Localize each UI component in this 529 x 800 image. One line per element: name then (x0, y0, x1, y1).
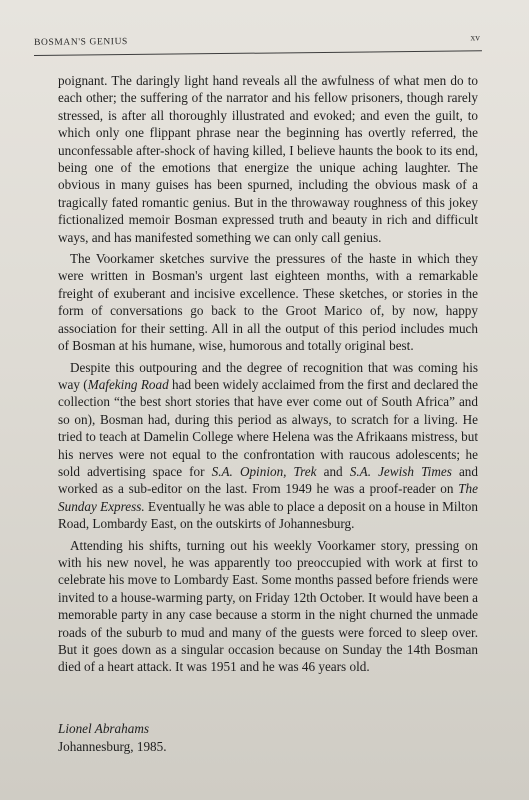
italic-title: S.A. Opinion, Trek (211, 463, 317, 479)
text-run: and (316, 463, 350, 479)
author-name: Lionel Abrahams (58, 721, 149, 736)
body-text (58, 72, 478, 680)
text-run: Eventually he was able to place a deposit on a house in Milton Road, Lombardy East, on the outskirts of Johannesburg. (58, 498, 478, 532)
signature-block (58, 720, 478, 756)
text-run: and worked as a sub-editor on the last. From 1949 he was a proof-reader on (58, 463, 478, 497)
text-run: Attending his shifts, turning out his weekly Voorkamer story, pressing on with his new novel, he was apparently too preoccupied with work at first to celebrate his move to Lombardy East. Some months passed before friends were invited to a house-warming party, on Friday 12th October. It would have been a memorable party in any case because a storm in the night churned the unmade roads of the suburb to mud and many of the guests were forced to sleep over. But it goes down as a singular occasion because on Sunday the 14th Bosman died of a heart attack. It was 1951 and he was 46 years old. (58, 537, 478, 675)
italic-title: S.A. Jewish Times (349, 463, 452, 479)
place-date: Johannesburg, 1985. (58, 739, 167, 754)
text-run: Despite this outpouring and the degree of recognition that was coming his way ( (58, 359, 478, 392)
italic-title: Mafeking Road (87, 376, 169, 392)
page-number: xv (470, 33, 481, 44)
paragraph (58, 250, 478, 354)
paragraph (58, 72, 478, 246)
running-head: BOSMAN'S GENIUS (34, 37, 128, 48)
text-run: The Voorkamer sketches survive the pressures of the haste in which they were written in Bosman's urgent last eighteen months, with a remarkable freight of exuberant and incisive excellence. These sketches, or stories in the form of conversations go back to the Groot Marico of, by now, happy association for their setting. All in all the output of this period includes much of Bosman at his humane, wise, humorous and totally original best. (58, 251, 478, 354)
text-run: had been widely acclaimed from the first and declared the collection “the best short stories that have ever come out of South Africa” and so on), Bosman had, during this period as always, to scratch for a living. He tried to teach at Damelin College where Helena was the Afrikaans mistress, but his nerves were not equal to the confrontation with raucous adolescents; he sold advertising space for (58, 376, 478, 479)
italic-title: The Sunday Express. (58, 481, 478, 514)
text-run: poignant. The daringly light hand reveals all the awfulness of what men do to each other; the suffering of the narrator and his fellow prisoners, though rarely stressed, is after all thoroughly illustrated and evoked; and even the guilt, to which only one flippant phrase near the beginning has overtly referred, the unconfessable after-shock of having killed, I believe haunts the book to its end, being one of the emotions that energize the unique aching laughter. The obvious in many guises has been spurned, including the obvious mask of a tragically fated romantic genius. But in the throwaway roughness of this jokey fictionalized memoir Bosman expressed truth and beauty in rich and difficult ways, and has manifested something we can only call genius. (58, 73, 478, 245)
paragraph (58, 359, 478, 533)
paragraph (58, 537, 478, 676)
